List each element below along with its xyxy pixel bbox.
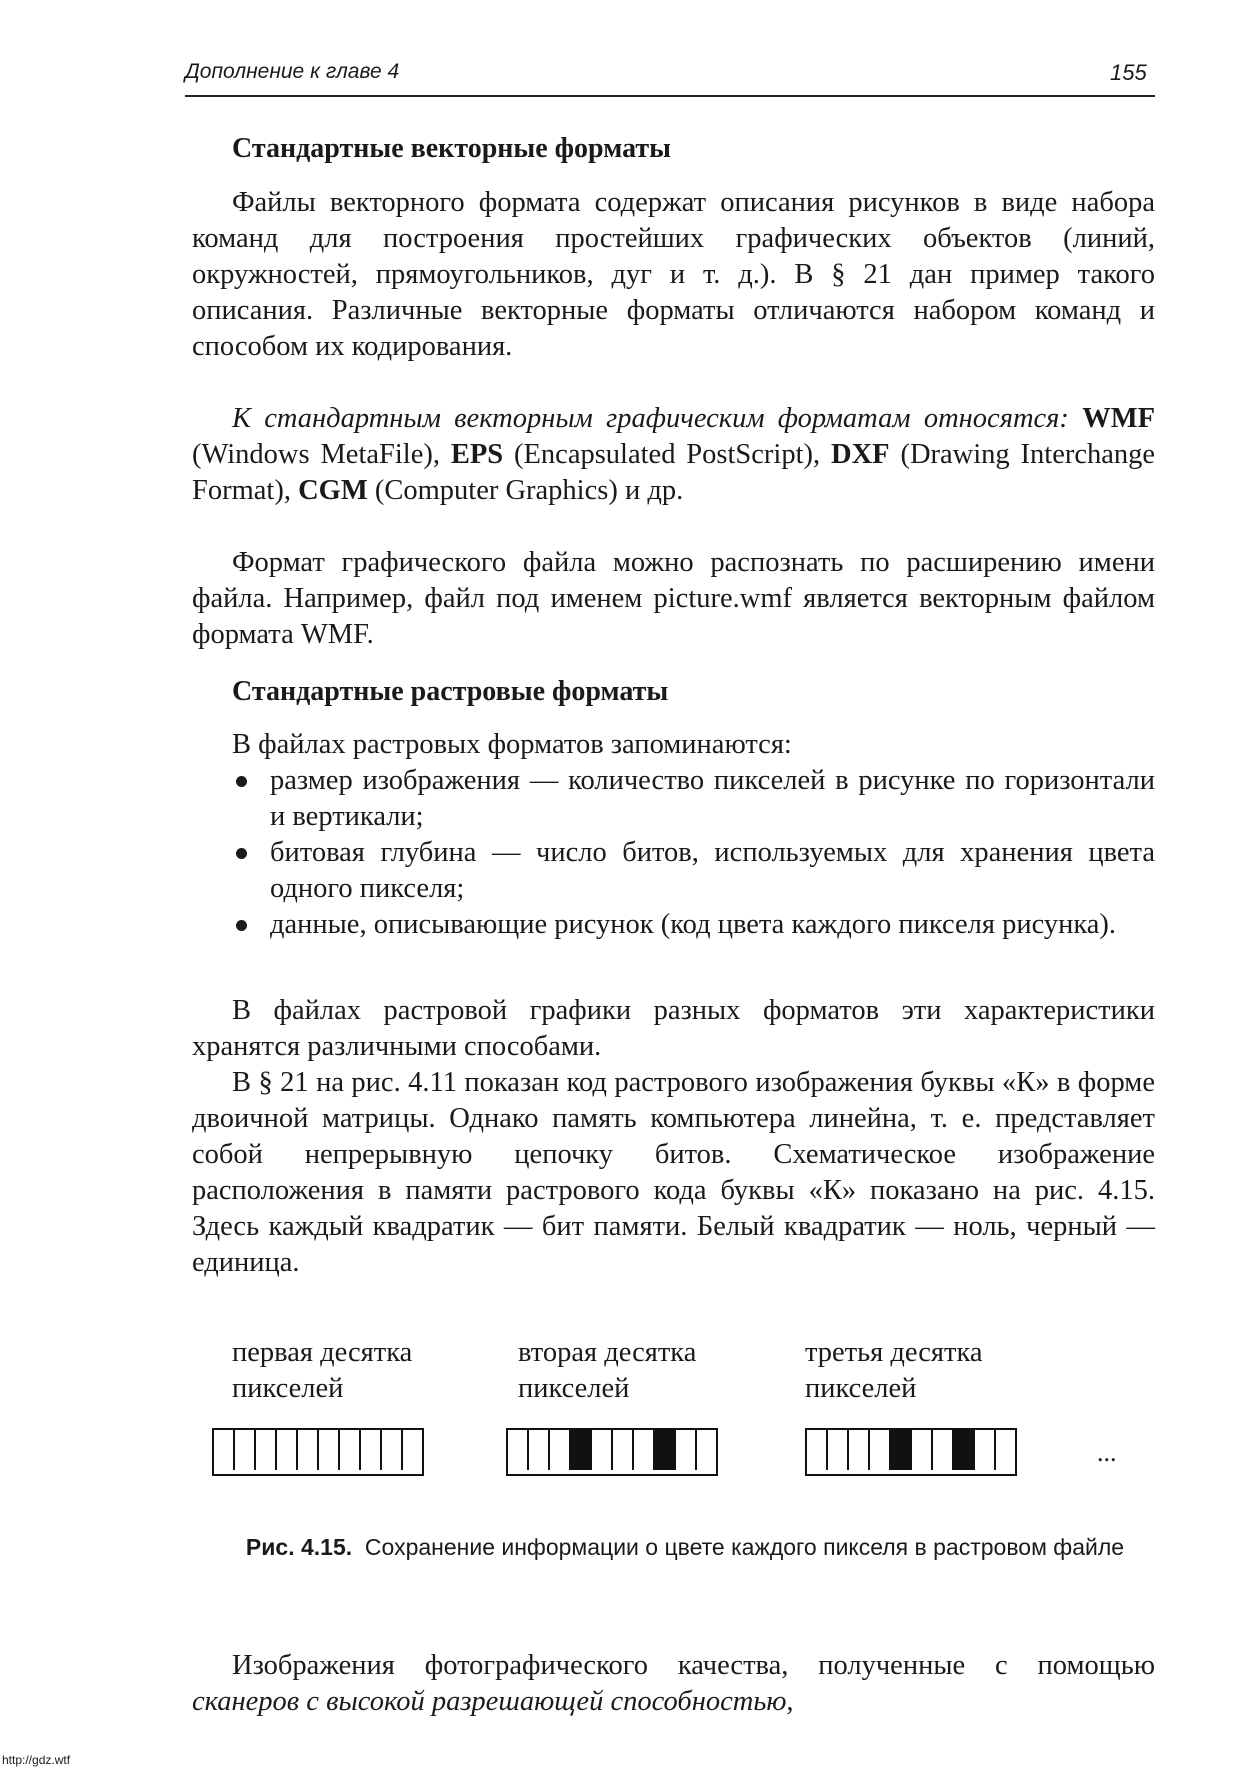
section-heading-raster: Стандартные растровые форматы xyxy=(232,676,669,707)
group-label-line: пикселей xyxy=(518,1373,630,1404)
italic-intro: К стандартным векторным графическим форматам относятся: xyxy=(232,403,1069,434)
format-wmf: WMF xyxy=(1082,403,1156,434)
paragraph-vector-description xyxy=(192,185,1155,365)
continuation-ellipsis: ... xyxy=(1097,1438,1117,1467)
list-item xyxy=(232,835,1155,907)
list-item xyxy=(232,907,1155,943)
bit-cell-zero xyxy=(870,1430,891,1470)
bit-cell-zero xyxy=(235,1430,256,1470)
caption-text: Сохранение информации о цвете каждого пикселя в растровом файле xyxy=(364,1534,1125,1560)
header-rule xyxy=(185,95,1155,97)
format-eps: EPS xyxy=(450,439,504,470)
group-label-line: первая десятка xyxy=(232,1337,413,1368)
format-cgm: CGM xyxy=(298,475,368,506)
paragraph-text: Изображения фотографического качества, полученные с помощью xyxy=(232,1650,1155,1681)
paragraph-text: Формат графического файла можно распознать по расширению имени файла. Например, файл под именем picture.wmf является векторным файлом формата WMF. xyxy=(192,547,1155,650)
format-cgm-desc: (Computer Graphics) и др. xyxy=(374,475,684,506)
bit-cell-zero xyxy=(403,1430,422,1470)
paragraph-raster-storage xyxy=(192,993,1155,1065)
list-item-text: размер изображения — количество пикселей в рисунке по горизонтали и вертикали; xyxy=(270,765,1155,832)
list-item-text: данные, описывающие рисунок (код цвета каждого пикселя рисунка). xyxy=(270,909,1117,940)
page-number: 155 xyxy=(1110,60,1147,85)
bit-cell-zero xyxy=(676,1430,697,1470)
group-label-line: третья десятка xyxy=(805,1337,983,1368)
italic-text: сканеров с высокой разрешающей способностью, xyxy=(192,1686,794,1717)
caption-label: Рис. 4.15. xyxy=(245,1534,353,1560)
format-dxf-desc: (Drawing Interchange Format), xyxy=(192,439,1156,506)
bit-cell-zero xyxy=(550,1430,571,1470)
bit-cell-zero xyxy=(912,1430,933,1470)
paragraph-raster-intro xyxy=(232,727,1155,763)
paragraph-text: В § 21 на рис. 4.11 показан код растрового изображения буквы «К» в форме двоичной матрицы. Однако память компьютера линейна, т. е. представляет собой непрерывную цепочку битов. Схематическое изображение расположения в памяти растрового кода буквы «К» показано на рис. 4.15. Здесь каждый квадратик — бит памяти. Белый квадратик — ноль, черный — единица. xyxy=(192,1067,1155,1278)
bit-cell-one xyxy=(954,1430,975,1470)
paragraph-letter-k xyxy=(192,1065,1155,1281)
bit-cell-zero xyxy=(319,1430,340,1470)
bit-cell-zero xyxy=(592,1430,613,1470)
running-header: Дополнение к главе 4 xyxy=(185,60,400,83)
bit-cell-zero xyxy=(214,1430,235,1470)
list-item-text: битовая глубина — число битов, используемых для хранения цвета одного пикселя; xyxy=(270,837,1155,904)
bit-cell-zero xyxy=(933,1430,954,1470)
bit-cell-zero xyxy=(613,1430,634,1470)
bit-cell-zero xyxy=(697,1430,716,1470)
paragraph-file-extension xyxy=(192,545,1155,653)
bit-strip-first xyxy=(212,1428,424,1476)
footer-url: http://gdz.wtf xyxy=(2,1753,71,1767)
bit-cell-zero xyxy=(277,1430,298,1470)
list-item xyxy=(232,763,1155,835)
bit-strip-second xyxy=(506,1428,718,1476)
bullet-icon xyxy=(236,848,247,859)
paragraph-text: В файлах растровой графики разных форматов эти характеристики хранятся различными способами. xyxy=(192,995,1155,1062)
paragraph-text: В файлах растровых форматов запоминаются: xyxy=(232,729,792,760)
group-label-second xyxy=(518,1335,788,1407)
group-label-line: вторая десятка xyxy=(518,1337,697,1368)
raster-properties-list xyxy=(232,763,1155,943)
bit-cell-zero xyxy=(996,1430,1015,1470)
paragraph-text: Файлы векторного формата содержат описания рисунков в виде набора команд для построения простейших графических объектов (линий, окружностей, прямоугольников, дуг и т. д.). В § 21 дан пример такого описания. Различные векторные форматы отличаются набором команд и способом их кодирования. xyxy=(192,187,1155,362)
bit-cell-zero xyxy=(529,1430,550,1470)
bullet-icon xyxy=(236,776,247,787)
bit-cell-zero xyxy=(340,1430,361,1470)
format-wmf-desc: (Windows MetaFile), xyxy=(192,439,440,470)
format-dxf: DXF xyxy=(831,439,890,470)
bit-cell-zero xyxy=(382,1430,403,1470)
figure-caption xyxy=(220,1531,1150,1564)
bit-cell-zero xyxy=(807,1430,828,1470)
bit-cell-zero xyxy=(256,1430,277,1470)
section-heading-vector: Стандартные векторные форматы xyxy=(232,133,671,164)
bit-strip-third xyxy=(805,1428,1017,1476)
format-eps-desc: (Encapsulated PostScript), xyxy=(514,439,821,470)
group-label-line: пикселей xyxy=(805,1373,917,1404)
bullet-icon xyxy=(236,920,247,931)
bit-cell-zero xyxy=(298,1430,319,1470)
bit-cell-one xyxy=(655,1430,676,1470)
bit-cell-zero xyxy=(828,1430,849,1470)
group-label-first xyxy=(232,1335,502,1407)
bit-cell-zero xyxy=(975,1430,996,1470)
group-label-line: пикселей xyxy=(232,1373,344,1404)
bit-cell-one xyxy=(571,1430,592,1470)
bit-cell-zero xyxy=(508,1430,529,1470)
paragraph-vector-formats xyxy=(192,401,1155,509)
group-label-third xyxy=(805,1335,1075,1407)
bit-cell-one xyxy=(891,1430,912,1470)
bit-cell-zero xyxy=(361,1430,382,1470)
bit-cell-zero xyxy=(849,1430,870,1470)
paragraph-photo-quality xyxy=(192,1648,1155,1720)
bit-cell-zero xyxy=(634,1430,655,1470)
